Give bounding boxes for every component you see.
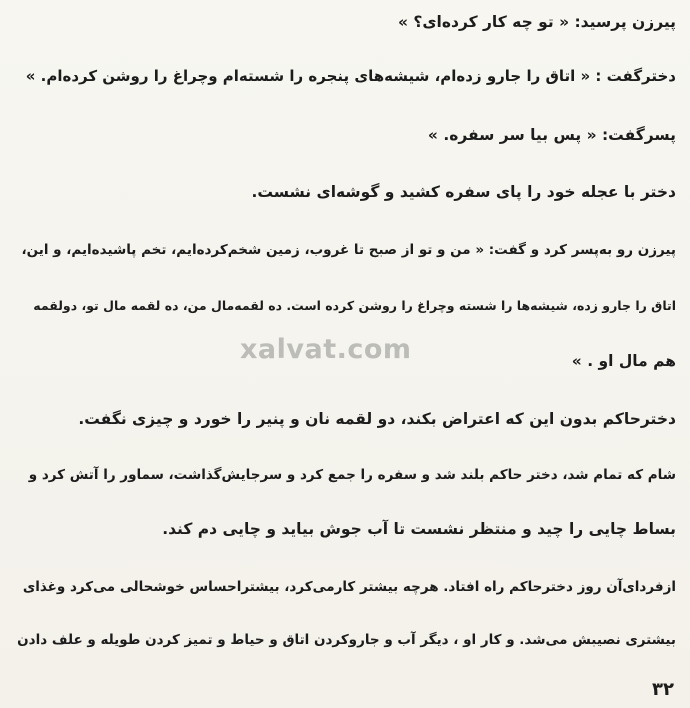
- text-line: شام که تمام شد، دختر حاکم بلند شد و سفره را جمع کرد و سرجایش‌گذاشت، سماور را آتش کرد و: [28, 467, 676, 483]
- text-line: ازفردای‌آن روز دخترحاکم راه افتاد. هرچه بیشتر کارمی‌کرد، بیشتراحساس خوشحالی می‌کرد وغذای: [22, 579, 676, 595]
- text-line: پیرزن پرسید: « تو چه کار کرده‌ای؟ »: [397, 13, 676, 31]
- text-line: اتاق را جارو زده، شیشه‌ها را شسته وچراغ را روشن کرده است. ده لقمه‌مال من، ده لقمه مال تو، دولقمه: [33, 298, 676, 313]
- text-line: هم مال او . »: [571, 352, 676, 370]
- text-line: پیرزن رو به‌پسر کرد و گفت: « من و تو از صبح تا غروب، زمین شخم‌کرده‌ایم، تخم پاشیده‌ایم، و این،: [21, 242, 676, 258]
- text-line: دخترحاکم بدون این که اعتراض بکند، دو لقمه نان و پنیر را خورد و چیزی نگفت.: [78, 410, 676, 428]
- text-line: بساط چایی را چید و منتظر نشست تا آب جوش بیاید و چایی دم کند.: [162, 520, 676, 538]
- text-line: پسرگفت: « پس بیا سر سفره. »: [427, 126, 676, 144]
- text-line: دخترگفت : « اتاق را جارو زده‌ام، شیشه‌های پنجره را شسته‌ام وچراغ را روشن کرده‌ام. »: [25, 67, 676, 85]
- page-number: ۳۲: [652, 679, 674, 700]
- text-line: بیشتری نصیبش می‌شد. و کار او ، دیگر آب و جاروکردن اتاق و حیاط و تمیز کردن طویله و علف دادن: [17, 632, 676, 648]
- text-line: دختر با عجله خود را پای سفره کشید و گوشه‌ای نشست.: [251, 183, 676, 201]
- watermark: xalvat.com: [240, 334, 412, 365]
